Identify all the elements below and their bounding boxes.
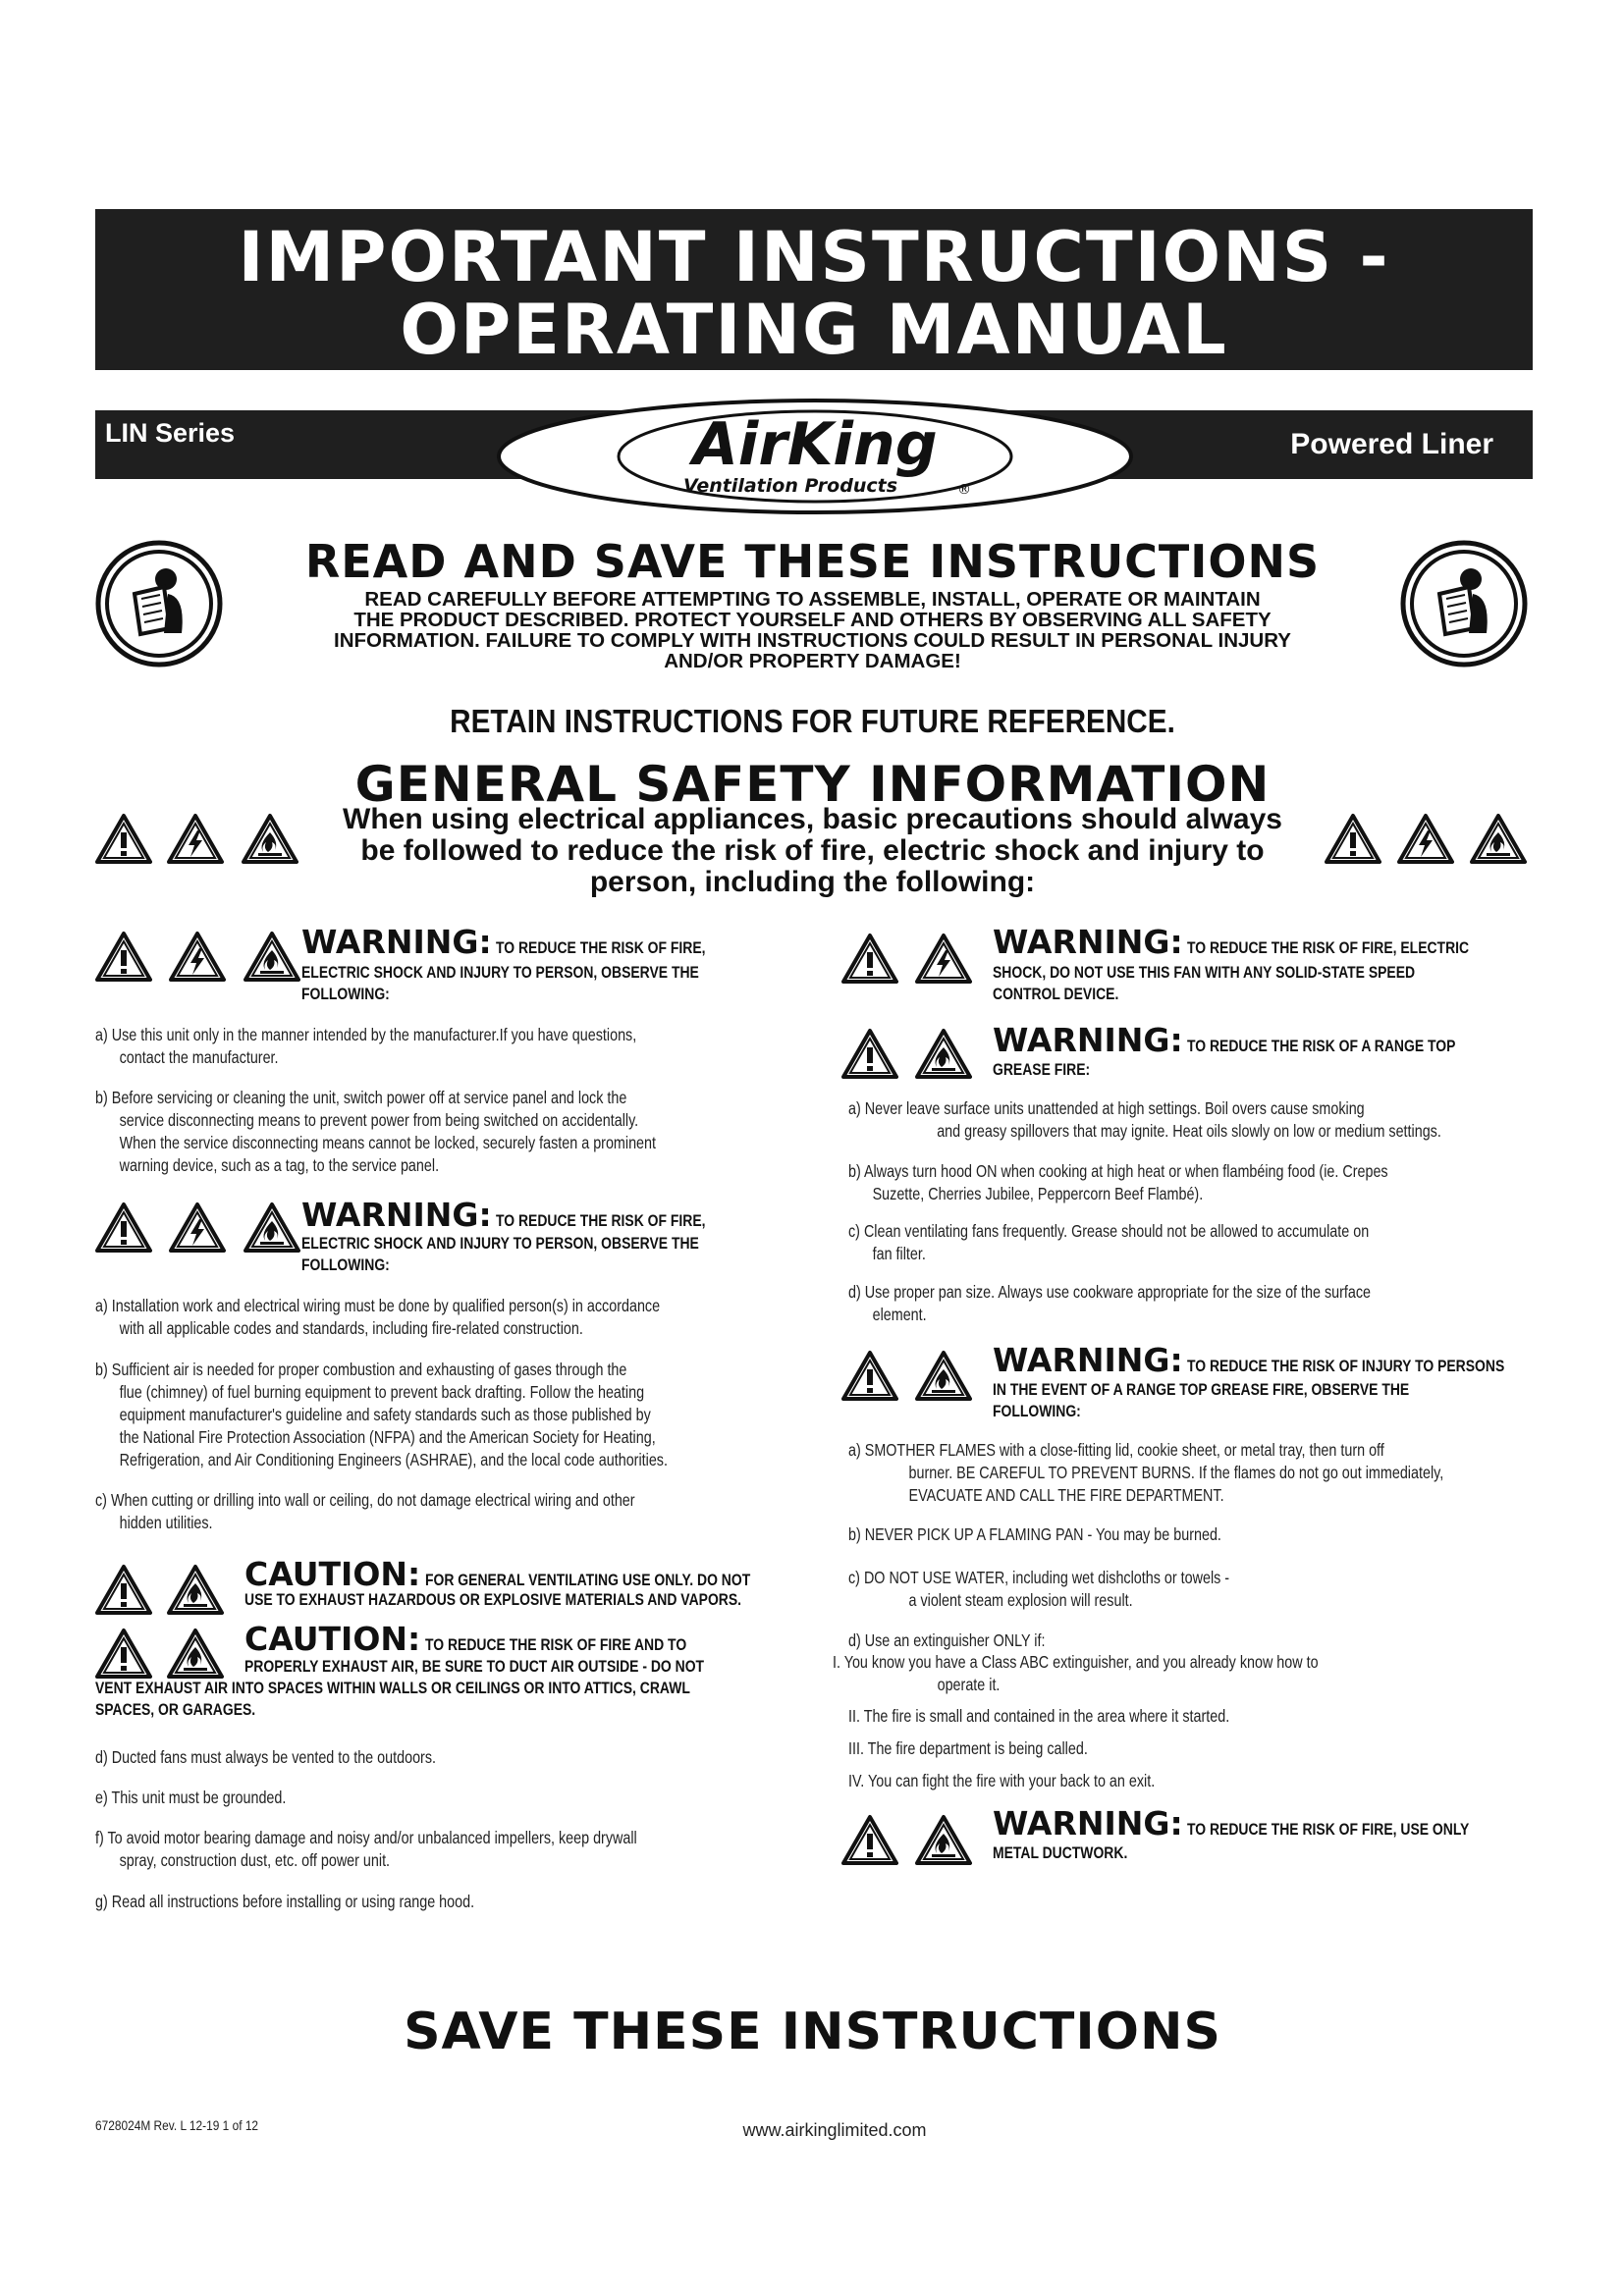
warning-icon	[95, 1628, 152, 1679]
fire-hazard-icon	[167, 1628, 224, 1679]
fire-hazard-icon	[244, 1201, 300, 1253]
warning-icon	[841, 1814, 898, 1865]
electric-shock-icon	[169, 1201, 226, 1253]
list-item: d) Use an extinguisher ONLY if:	[848, 1630, 1046, 1650]
general-safety-text	[295, 804, 1330, 898]
logo-sub: Ventilation Products	[683, 475, 897, 497]
list-item: a) Never leave surface units unattended at high settings. Boil overs cause smoking and greasy spillovers that may ignite. Heat oils slowly on low or medium settings.	[848, 1098, 1441, 1141]
warning-icon	[841, 933, 898, 984]
general-safety-title: GENERAL SAFETY INFORMATION	[354, 756, 1271, 813]
warning-text: TO REDUCE THE RISK OF FIRE, USE ONLY	[1187, 1820, 1470, 1839]
list-item: g) Read all instructions before installing or using range hood.	[95, 1892, 475, 1911]
caution-text: SPACES, OR GARAGES.	[95, 1700, 256, 1719]
general-line: person, including the following:	[589, 866, 1036, 898]
warning-label: WARNING:	[993, 1804, 1183, 1842]
list-item: I. You know you have a Class ABC extinguisher, and you already know how to operate it.	[833, 1652, 1319, 1694]
list-item: III. The fire department is being called.	[848, 1738, 1088, 1758]
fire-hazard-icon	[915, 1028, 972, 1079]
warning-label: WARNING:	[993, 1021, 1183, 1059]
list-item: b) Always turn hood ON when cooking at high heat or when flambéing food (ie. Crepes Suzette, Cherries Jubilee, Peppercorn Beef Flambé).	[848, 1161, 1388, 1203]
warning-label: WARNING:	[993, 923, 1183, 961]
warning-block	[993, 923, 1531, 961]
warning-text: TO REDUCE THE RISK OF INJURY TO PERSONS	[1187, 1357, 1505, 1375]
list-item: a) Installation work and electrical wiring must be done by qualified person(s) in accordance with all applicable codes and standards, including fire-related construction.	[95, 1296, 661, 1338]
list-item: b) Before servicing or cleaning the unit, switch power off at service panel and lock the service disconnecting means to prevent power from being switched on accidentally. When the service disconnecting means cannot be locked, securely fasten a prominent warning device, such as a tag, to the service panel.	[95, 1088, 657, 1175]
caution-text: VENT EXHAUST AIR INTO SPACES WITHIN WALLS OR CEILINGS OR INTO ATTICS, CRAWL	[95, 1679, 690, 1697]
read-save-line: AND/OR PROPERTY DAMAGE!	[664, 650, 961, 672]
warning-text: TO REDUCE THE RISK OF FIRE,	[496, 1211, 706, 1230]
read-save-line: THE PRODUCT DESCRIBED. PROTECT YOURSELF AND OTHERS BY OBSERVING ALL SAFETY	[353, 609, 1272, 631]
electric-shock-icon	[167, 813, 224, 864]
warning-text: TO REDUCE THE RISK OF FIRE, ELECTRIC	[1187, 938, 1470, 957]
fire-hazard-icon	[167, 1564, 224, 1615]
warning-block	[301, 923, 752, 961]
caution-block	[244, 1555, 822, 1593]
title-banner	[95, 209, 1533, 370]
electric-shock-icon	[915, 933, 972, 984]
warning-icon	[841, 1350, 898, 1401]
list-item: a) SMOTHER FLAMES with a close-fitting lid, cookie sheet, or metal tray, then turn off burner. BE CAREFUL TO PREVENT BURNS. If the flames do not go out immediately, EVACUATE AND CALL THE FIRE DEPARTMENT.	[848, 1440, 1444, 1505]
warning-text: IN THE EVENT OF A RANGE TOP GREASE FIRE, OBSERVE THE	[993, 1380, 1410, 1399]
fire-hazard-icon	[1470, 813, 1527, 864]
warning-icon	[95, 1564, 152, 1615]
warning-label: WARNING:	[993, 1341, 1183, 1379]
logo-brand: AirKing	[692, 410, 938, 479]
retain-note: RETAIN INSTRUCTIONS FOR FUTURE REFERENCE.	[450, 703, 1175, 739]
caution-text: FOR GENERAL VENTILATING USE ONLY. DO NOT	[424, 1571, 750, 1589]
series-label: LIN Series	[105, 418, 236, 448]
logo-reg: ®	[957, 482, 971, 498]
warning-block	[993, 1341, 1574, 1379]
warning-block	[993, 1804, 1532, 1842]
general-line: When using electrical appliances, basic precautions should always	[343, 803, 1282, 835]
general-line: be followed to reduce the risk of fire, electric shock and injury to	[360, 834, 1265, 867]
list-item: II. The fire is small and contained in the area where it started.	[848, 1706, 1230, 1726]
list-item: b) Sufficient air is needed for proper combustion and exhausting of gases through the flue (chimney) of fuel burning equipment to prevent back drafting. Follow the heating equipment manufacturer's guideline and safety standards such as those published by the National Fire Protection Association (NFPA) and the American Society for Heating, Refrigeration, and Air Conditioning Engineers (ASHRAE), and the local code authorities.	[95, 1360, 668, 1469]
warning-text: TO REDUCE THE RISK OF FIRE,	[496, 938, 706, 957]
fire-hazard-icon	[915, 1814, 972, 1865]
electric-shock-icon	[169, 931, 226, 982]
caution-text: TO REDUCE THE RISK OF FIRE AND TO	[424, 1635, 686, 1654]
website-link[interactable]: www.airkinglimited.com	[742, 2120, 927, 2140]
warning-icon	[95, 813, 152, 864]
list-item: c) DO NOT USE WATER, including wet dishcloths or towels - a violent steam explosion will result.	[848, 1568, 1230, 1610]
read-manual-icon	[95, 540, 223, 667]
caution-label: CAUTION:	[244, 1555, 421, 1593]
fire-hazard-icon	[242, 813, 298, 864]
read-manual-icon	[1400, 540, 1528, 667]
fire-hazard-icon	[244, 931, 300, 982]
warning-text: FOLLOWING:	[993, 1402, 1081, 1420]
warning-text: METAL DUCTWORK.	[993, 1843, 1128, 1862]
list-item: e) This unit must be grounded.	[95, 1788, 287, 1807]
save-instructions-footer: SAVE THESE INSTRUCTIONS	[404, 2002, 1221, 2061]
read-save-line: INFORMATION. FAILURE TO COMPLY WITH INSTRUCTIONS COULD RESULT IN PERSONAL INJURY	[334, 629, 1291, 652]
read-save-title: READ AND SAVE THESE INSTRUCTIONS	[304, 535, 1321, 588]
fire-hazard-icon	[915, 1350, 972, 1401]
warning-icon	[95, 931, 152, 982]
warning-icon	[1325, 813, 1381, 864]
list-item: c) Clean ventilating fans frequently. Grease should not be allowed to accumulate on fan filter.	[848, 1221, 1370, 1263]
page-title-line2: OPERATING MANUAL	[400, 290, 1228, 370]
warning-icon	[95, 1201, 152, 1253]
warning-text: CONTROL DEVICE.	[993, 985, 1119, 1003]
page-title-line1: IMPORTANT INSTRUCTIONS -	[238, 217, 1390, 297]
list-item: f) To avoid motor bearing damage and noisy and/or unbalanced impellers, keep drywall spray, construction dust, etc. off power unit.	[95, 1828, 637, 1870]
document-code: 6728024M Rev. L 12-19 1 of 12	[95, 2117, 259, 2133]
caution-label: CAUTION:	[244, 1620, 421, 1658]
airking-logo	[496, 398, 1134, 515]
warning-text: SHOCK, DO NOT USE THIS FAN WITH ANY SOLID-STATE SPEED	[993, 963, 1416, 982]
caution-text: PROPERLY EXHAUST AIR, BE SURE TO DUCT AIR OUTSIDE - DO NOT	[244, 1657, 705, 1676]
warning-block	[301, 1196, 752, 1234]
list-item: b) NEVER PICK UP A FLAMING PAN - You may be burned.	[848, 1524, 1221, 1544]
read-save-line: READ CAREFULLY BEFORE ATTEMPTING TO ASSEMBLE, INSTALL, OPERATE OR MAINTAIN	[364, 588, 1261, 611]
warning-text: FOLLOWING:	[301, 985, 390, 1003]
warning-block	[993, 1021, 1515, 1059]
list-item: d) Use proper pan size. Always use cookware appropriate for the size of the surface element.	[848, 1282, 1372, 1324]
caution-text: USE TO EXHAUST HAZARDOUS OR EXPLOSIVE MATERIALS AND VAPORS.	[244, 1590, 742, 1609]
warning-text: TO REDUCE THE RISK OF A RANGE TOP	[1187, 1037, 1456, 1055]
warning-text: ELECTRIC SHOCK AND INJURY TO PERSON, OBSERVE THE	[301, 963, 699, 982]
list-item: c) When cutting or drilling into wall or ceiling, do not damage electrical wiring and other hidden utilities.	[95, 1490, 635, 1532]
warning-text: ELECTRIC SHOCK AND INJURY TO PERSON, OBSERVE THE	[301, 1234, 699, 1253]
list-item: IV. You can fight the fire with your back to an exit.	[848, 1771, 1156, 1790]
list-item: d) Ducted fans must always be vented to the outdoors.	[95, 1747, 436, 1767]
caution-block	[244, 1620, 743, 1658]
read-save-text	[236, 589, 1389, 671]
electric-shock-icon	[1397, 813, 1454, 864]
warning-text: GREASE FIRE:	[993, 1060, 1091, 1079]
list-item: a) Use this unit only in the manner intended by the manufacturer.If you have questions, contact the manufacturer.	[95, 1025, 637, 1067]
warning-text: FOLLOWING:	[301, 1255, 390, 1274]
warning-icon	[841, 1028, 898, 1079]
warning-label: WARNING:	[301, 923, 492, 961]
warning-label: WARNING:	[301, 1196, 492, 1234]
product-label: Powered Liner	[1290, 428, 1493, 460]
